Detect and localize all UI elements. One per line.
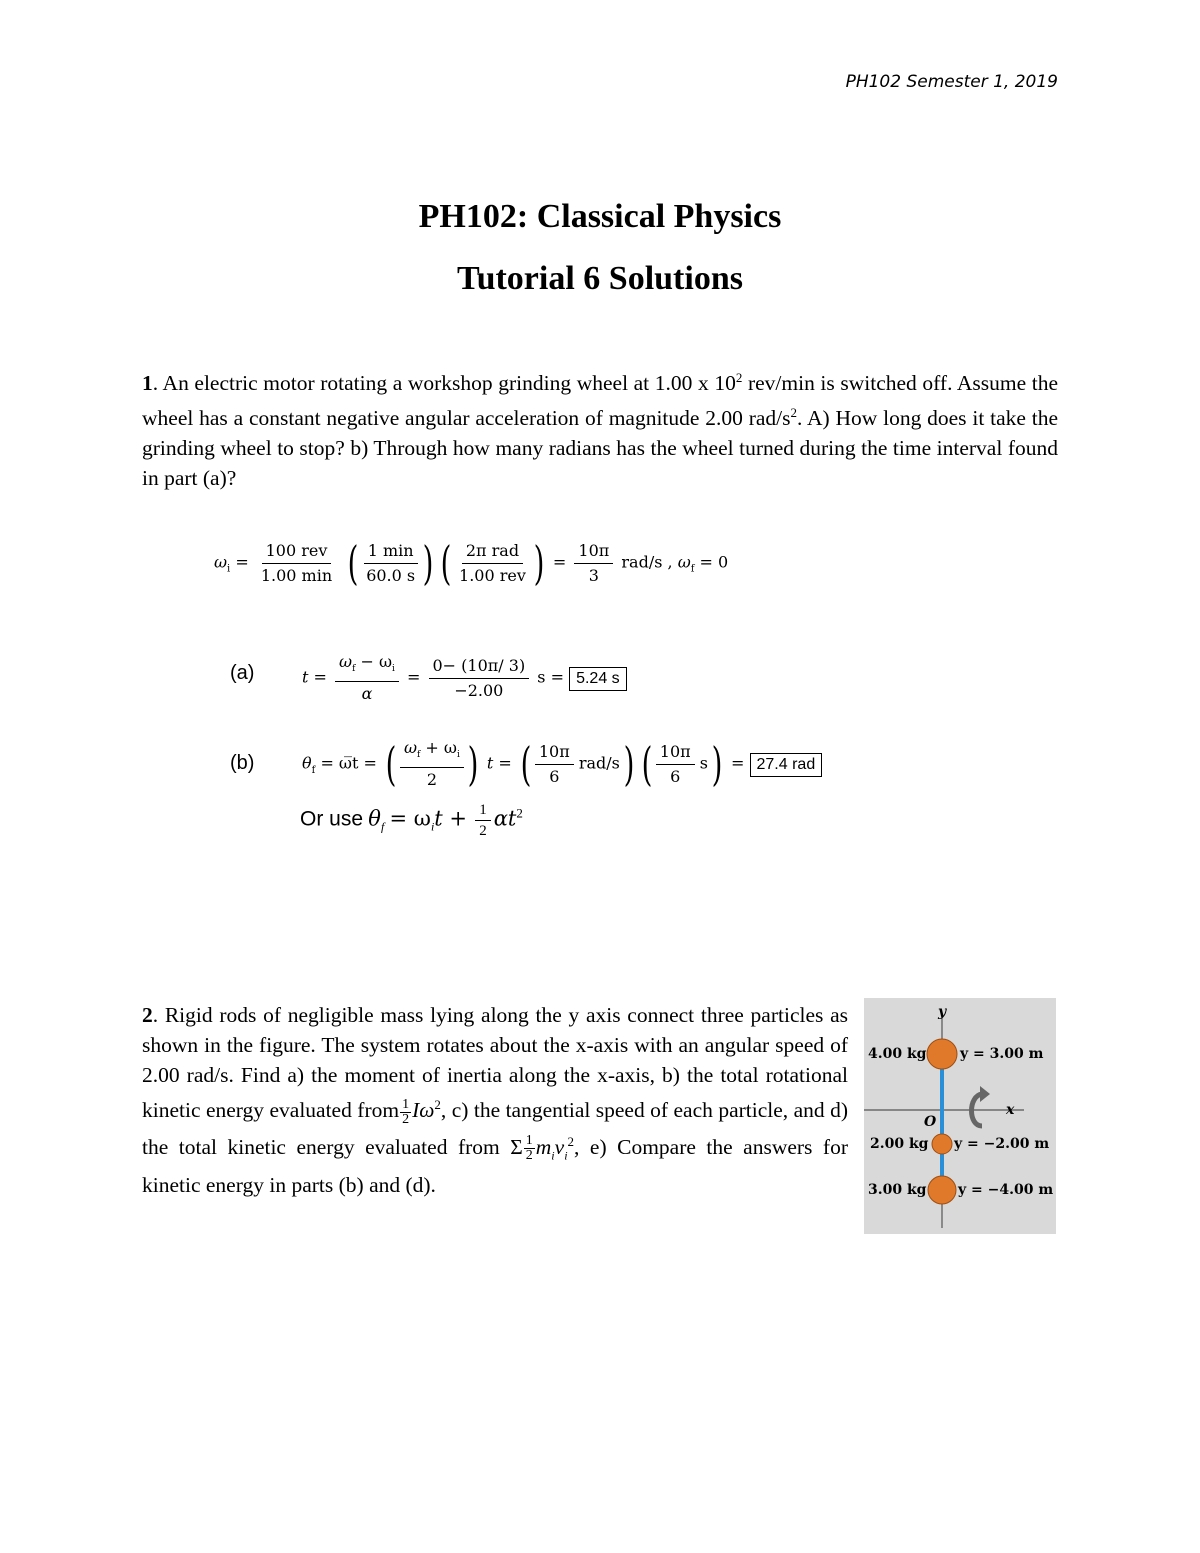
answer-box-b: 27.4 rad (750, 753, 823, 777)
rotating-rod-figure (864, 998, 1056, 1234)
question-1: 1. An electric motor rotating a workshop grinding wheel at 1.00 x $10^2$ rev/min is switched off. Assume the wheel has a constant negative angular acceleration of magnitude 2.00 rad/$s^2$. A) How long does it take the grinding wheel to stop? b) Through how many radians has the wheel turned during the time interval found in part (a)? (142, 370, 1058, 491)
answer-box-a: 5.24 s (569, 667, 627, 691)
ball-3kg (928, 1176, 956, 1204)
equation-omega-initial: $\omega_i$ = $\frac{\text{100 rev}}{1.00 \min}$ ( $\frac{1 \min}{60.0 s}$ ) ( $\frac{\text{2π rad}}{\text{1.00 rev}}$ ) = $\frac{10\pi}{3}$ rad/s , $\omega_f = 0$ (214, 536, 729, 590)
mass-label-3: 3.00 kg (868, 1182, 927, 1198)
position-label-1: y = 3.00 m (960, 1046, 1044, 1062)
equation-part-b: $\theta_f$ = ω̅t = ( $\frac{\omega_f + \omega_i}{2}$ ) t = ( $\frac{10\pi}{6}$ rad/s) ( $\frac{10\pi}{6}$ s) = 27.4 rad (302, 738, 822, 790)
mass-label-2: 2.00 kg (870, 1136, 929, 1152)
question-1-number: 1 (142, 371, 153, 396)
ball-4kg (927, 1039, 957, 1069)
question-2: 2. Rigid rods of negligible mass lying along the y axis connect three particles as shown in the figure. The system rotates about the x-axis with an angular speed of 2.00 rad/s. Find a) the moment of inertia along the x-axis, b) the total rotational kinetic energy evaluated from $\frac{1}{2}$ $I\omega^2$, c) the tangential speed of each particle, and d) the total kinetic energy evaluated from Σ $\frac{1}{2}$ $m_iv_i^2$, e) Compare the answers for kinetic energy in parts (b) and (d). (142, 1003, 848, 1198)
question-2-number: 2 (142, 1003, 153, 1027)
x-axis-label: x (1006, 1102, 1015, 1118)
equation-part-a: t = $\frac{\omega_f - \omega_i}{\alpha}$ = $\frac{0- (10\pi/ 3)}{-2.00}$ s = 5.24 s (302, 652, 627, 704)
part-a-label: (a) (230, 662, 255, 684)
header-note: PH102 Semester 1, 2019 (845, 72, 1058, 92)
page-title: PH102: Classical Physics (418, 198, 782, 235)
figure-svg (864, 998, 1056, 1234)
rotation-arrowhead (980, 1086, 990, 1102)
page-subtitle: Tutorial 6 Solutions (457, 260, 743, 297)
alternative-equation: Or use $\theta_f = \omega_it$ + $\frac{1}{2}$ $\alpha t^2$ (300, 802, 523, 839)
position-label-3: y = −4.00 m (958, 1182, 1054, 1198)
origin-label: O (924, 1114, 937, 1130)
position-label-2: y = −2.00 m (954, 1136, 1050, 1152)
ball-2kg (932, 1134, 952, 1154)
part-b-label: (b) (230, 752, 255, 774)
mass-label-1: 4.00 kg (868, 1046, 927, 1062)
y-axis-label: y (938, 1004, 947, 1020)
